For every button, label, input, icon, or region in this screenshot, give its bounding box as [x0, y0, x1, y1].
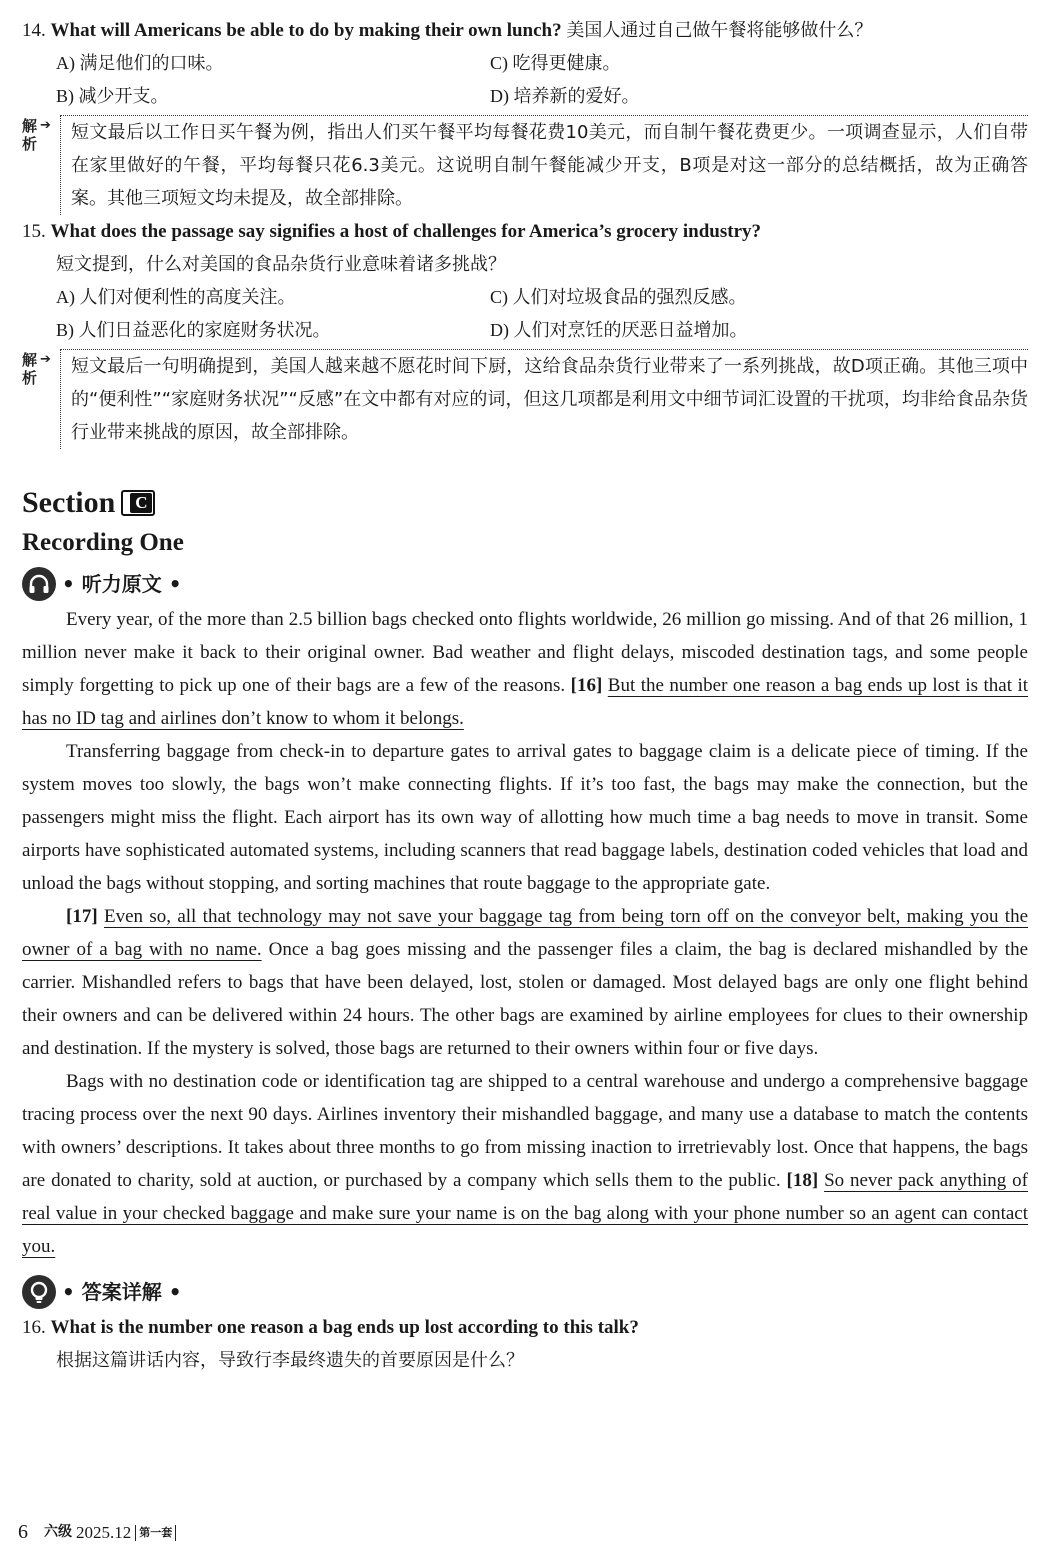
section-title: Section C: [22, 483, 1028, 523]
key-sentence-18: So never pack anything of real value in your checked baggage and make sure your name is on the bag along with your phone number so an agent can contact you.: [22, 1170, 1028, 1257]
option-c: C) 人们对垃圾食品的强烈反感。: [490, 287, 747, 308]
lightbulb-icon: [22, 1275, 56, 1309]
question-number: 14.: [22, 20, 46, 41]
analysis-tag: 解析 ➔: [22, 117, 51, 153]
page-content: [22, 14, 1028, 1377]
question-text-zh: 美国人通过自己做午餐将能够做什么？: [566, 20, 873, 41]
headphones-icon: [22, 567, 56, 601]
question-14: [22, 14, 1028, 47]
question-text-en: What does the passage say signifies a host of challenges for America’s grocery industry?: [50, 221, 762, 242]
options-14: [22, 47, 1028, 113]
option-a: A) 满足他们的口味。: [56, 53, 224, 74]
key-sentence-17: Even so, all that technology may not save your baggage tag from being torn off on the conveyor belt, making you the owner of a bag with no name.: [22, 906, 1029, 960]
answer-marker-18: [18]: [786, 1170, 819, 1191]
analysis-tag: 解析 ➔: [22, 351, 51, 387]
recording-title: Recording One: [22, 529, 184, 556]
transcript-paragraph-2: Transferring baggage from check-in to departure gates to arrival gates to baggage claim is a delicate piece of timing. If the system moves too slowly, the bags won’t make connecting flights. If it’s too fast, the bags may make the connection, but the passengers might miss the flight. Each airport has its own way of allotting how much time a bag needs to move in transit. Some airports have sophisticated automated systems, including scanners that read baggage labels, destination coded vehicles that load and unload the bags without stopping, and sorting machines that route baggage to the appropriate gate.: [22, 741, 1028, 894]
analysis-text: 短文最后一句明确提到，美国人越来越不愿花时间下厨，这给食品杂货行业带来了一系列挑战，故D项正确。其他三项中的“便利性”“家庭财务状况”“反感”在文中都有对应的词，但这几项都是利用文中细节词汇设置的干扰项，均非给食品杂货行业带来挑战的原因，故全部排除。: [60, 349, 1028, 449]
question-text-en: What will Americans be able to do by making their own lunch?: [50, 20, 562, 41]
transcript-paragraph-3: [17] Even so, all that technology may not save your baggage tag from being torn off on the conveyor belt, making you the owner of a bag with no name. Once a bag goes missing and the passenger files a claim, the bag is declared mishandled by the carrier. Mishandled refers to bags that have been delayed, lost, stolen or damaged. Most delayed bags are only one flight behind their owners and can be delivered within 24 hours. The other bags are examined by airline employees for clues to their ownership and destination. If the mystery is solved, those bags are returned to their owners within four or five days.: [22, 906, 1029, 1059]
question-text-zh: 根据这篇讲话内容，导致行李最终遗失的首要原因是什么？: [56, 1350, 524, 1371]
question-15: [22, 215, 1028, 248]
exam-set: 第一套: [135, 1525, 176, 1541]
answers-heading: • 答案详解 •: [22, 1273, 1028, 1311]
question-text-en: What is the number one reason a bag ends up lost according to this talk?: [50, 1317, 639, 1338]
question-number: 15.: [22, 221, 46, 242]
analysis-14: [22, 115, 1028, 215]
transcript-paragraph-1: Every year, of the more than 2.5 billion bags checked onto flights worldwide, 26 million go missing. And of that 26 million, 1 million never make it back to their original owner. Bad weather and flight delays, miscoded destination tags, and some people simply forgetting to pick up one of their bags are a few of the reasons. [16] But the number one reason a bag ends up lost is that it has no ID tag and airlines don’t know to whom it belongs.: [22, 609, 1029, 729]
exam-date: 2025.12: [76, 1523, 132, 1542]
option-b: B) 减少开支。: [56, 86, 169, 107]
section-badge: C: [121, 490, 155, 516]
key-sentence-16: But the number one reason a bag ends up lost is that it has no ID tag and airlines don’t know to whom it belongs.: [22, 675, 1029, 729]
transcript-paragraph-4: Bags with no destination code or identification tag are shipped to a central warehouse and undergo a comprehensive baggage tracing process over the next 90 days. Airlines inventory their mishandled baggage, and many use a database to match the contents with owners’ descriptions. It takes about three months to go from missing inaction to irretrievably lost. Once that happens, the bags are donated to charity, sold at auction, or purchased by a company which sells them to the public. [18] So never pack anything of real value in your checked baggage and make sure your name is on the bag along with your phone number so an agent can contact you.: [22, 1071, 1028, 1257]
page-footer: [18, 1516, 176, 1549]
option-a: A) 人们对便利性的高度关注。: [56, 287, 296, 308]
page-number: 6: [18, 1521, 28, 1543]
question-16: [22, 1311, 1028, 1344]
analysis-15: [22, 349, 1028, 449]
arrow-icon: ➔: [40, 118, 51, 133]
options-15: [22, 281, 1028, 347]
option-d: D) 人们对烹饪的厌恶日益增加。: [490, 320, 748, 341]
option-b: B) 人们日益恶化的家庭财务状况。: [56, 320, 331, 341]
question-number: 16.: [22, 1317, 46, 1338]
answer-marker-17: [17]: [66, 906, 98, 927]
answer-marker-16: [16]: [570, 675, 603, 696]
option-d: D) 培养新的爱好。: [490, 86, 640, 107]
exam-level: 六级: [44, 1524, 72, 1540]
transcript-heading: • 听力原文 •: [22, 565, 1028, 603]
arrow-icon: ➔: [40, 352, 51, 367]
analysis-text: 短文最后以工作日买午餐为例，指出人们买午餐平均每餐花费10美元，而自制午餐花费更少。一项调查显示，人们自带在家里做好的午餐，平均每餐只花6.3美元。这说明自制午餐能减少开支，B项是对这一部分的总结概括，故为正确答案。其他三项短文均未提及，故全部排除。: [60, 115, 1028, 215]
option-c: C) 吃得更健康。: [490, 53, 621, 74]
question-text-zh: 短文提到，什么对美国的食品杂货行业意味着诸多挑战？: [56, 254, 506, 275]
